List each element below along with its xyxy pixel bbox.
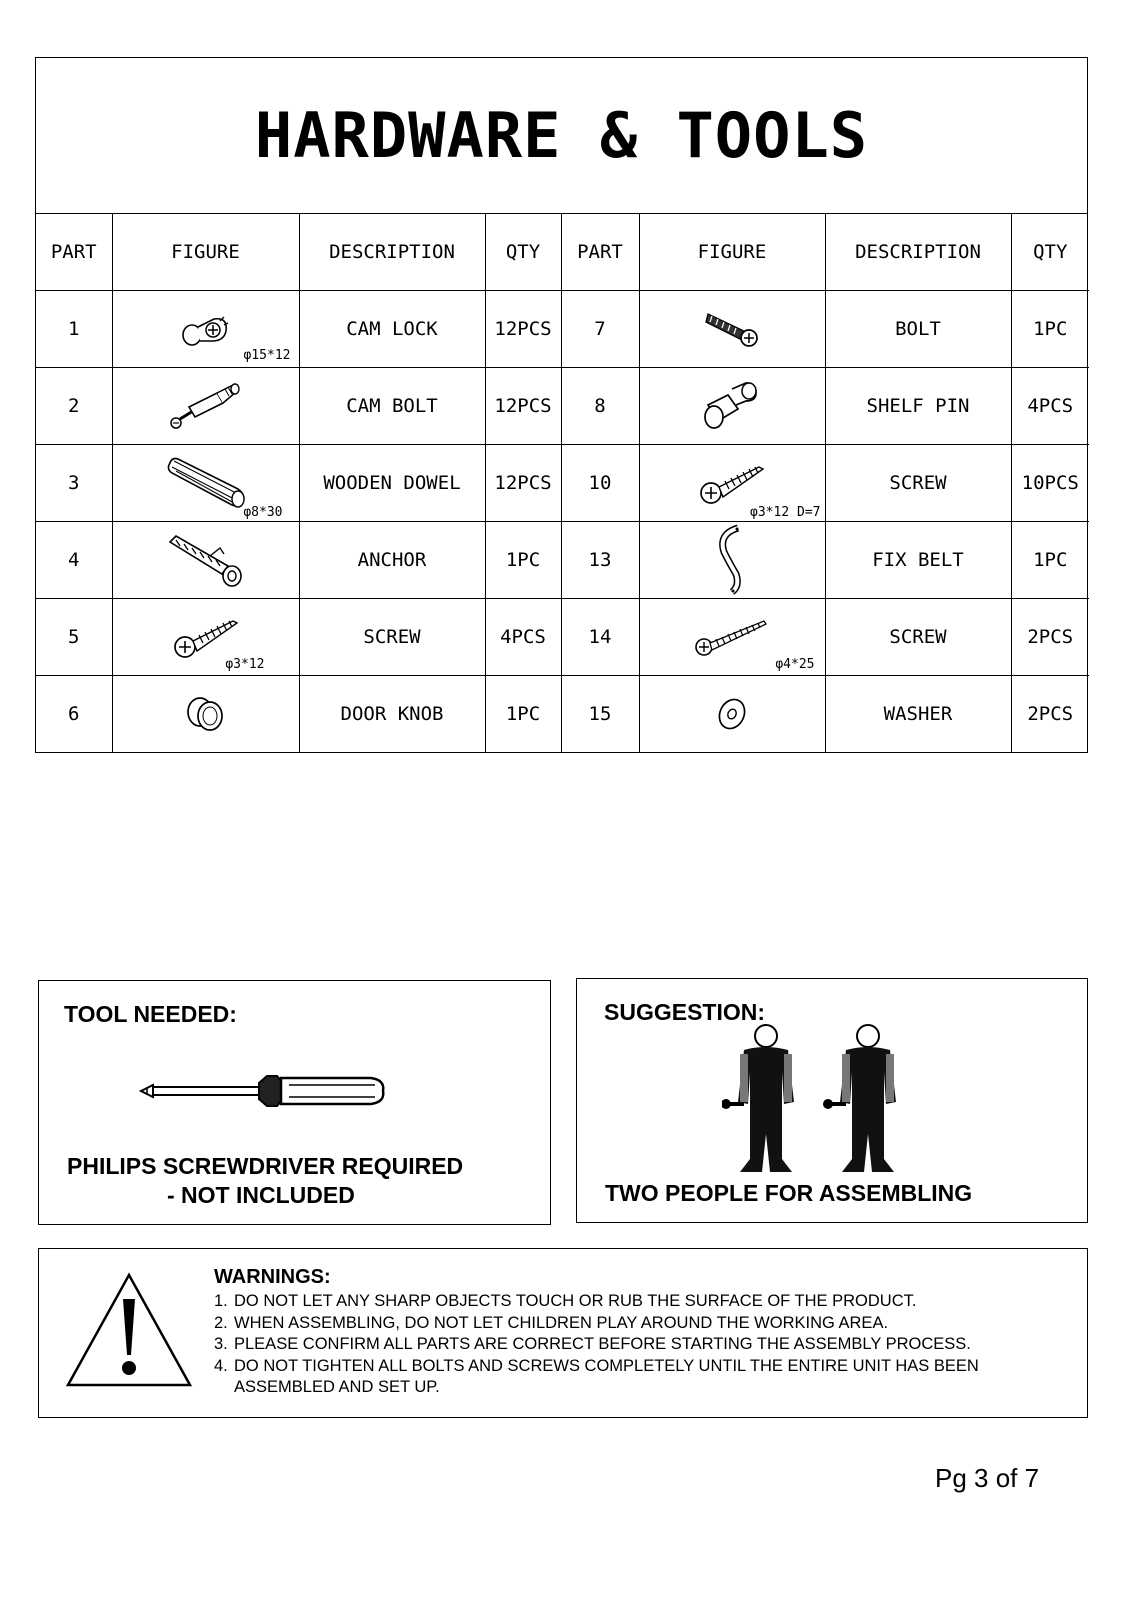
warning-number: 4. [214, 1356, 228, 1375]
warning-text: WHEN ASSEMBLING, DO NOT LET CHILDREN PLAY AROUND THE WORKING AREA. [234, 1313, 889, 1332]
screwdriver-icon [139, 1066, 389, 1116]
warning-text: DO NOT TIGHTEN ALL BOLTS AND SCREWS COMPLETELY UNTIL THE ENTIRE UNIT HAS BEEN ASSEMBLED AND SET UP. [234, 1356, 979, 1396]
part-description: WASHER [825, 676, 1011, 753]
table-row [36, 291, 1089, 368]
part-number: 10 [561, 445, 639, 522]
part-description: FIX BELT [825, 522, 1011, 599]
tool-needed-line1: PHILIPS SCREWDRIVER REQUIRED [67, 1153, 464, 1179]
part-qty: 1PC [485, 676, 561, 753]
warnings-heading: WARNINGS: [214, 1266, 331, 1288]
header-cell: PART [561, 214, 639, 291]
table-row [36, 445, 1089, 522]
part-number: 4 [36, 522, 112, 599]
table-row [36, 522, 1089, 599]
page-number: Pg 3 of 7 [935, 1463, 1040, 1493]
warning-item [214, 1356, 1064, 1399]
part-qty: 12PCS [485, 445, 561, 522]
part-qty: 1PC [1011, 522, 1089, 599]
part-qty: 4PCS [1011, 368, 1089, 445]
part-figure [112, 522, 299, 599]
part-qty: 2PCS [1011, 599, 1089, 676]
part-qty: 12PCS [485, 291, 561, 368]
part-number: 15 [561, 676, 639, 753]
tool-needed-box [38, 980, 551, 1225]
title-row [36, 58, 1087, 214]
part-number: 13 [561, 522, 639, 599]
part-qty: 2PCS [1011, 676, 1089, 753]
part-qty: 10PCS [1011, 445, 1089, 522]
part-number: 1 [36, 291, 112, 368]
part-figure [112, 445, 299, 522]
suggestion-text: TWO PEOPLE FOR ASSEMBLING [605, 1180, 973, 1206]
part-figure [112, 599, 299, 676]
page-title: HARDWARE & TOOLS [254, 99, 869, 172]
hardware-sheet [35, 57, 1088, 753]
part-qty: 12PCS [485, 368, 561, 445]
tool-needed-line2: - NOT INCLUDED [167, 1182, 355, 1208]
part-dimension: φ3*12 D=7 [750, 505, 821, 520]
warnings-box [38, 1248, 1088, 1418]
warning-text: DO NOT LET ANY SHARP OBJECTS TOUCH OR RUB THE SURFACE OF THE PRODUCT. [234, 1292, 917, 1310]
part-description: BOLT [825, 291, 1011, 368]
warning-number: 3. [214, 1335, 228, 1353]
part-figure [639, 445, 825, 522]
tool-needed-heading: TOOL NEEDED: [64, 1001, 237, 1027]
header-cell: DESCRIPTION [299, 214, 485, 291]
header-cell: DESCRIPTION [825, 214, 1011, 291]
part-qty: 4PCS [485, 599, 561, 676]
part-description: ANCHOR [299, 522, 485, 599]
warnings-list [214, 1291, 1064, 1399]
table-row [36, 599, 1089, 676]
part-figure [112, 368, 299, 445]
part-number: 8 [561, 368, 639, 445]
warning-number: 2. [214, 1313, 228, 1332]
part-figure [112, 676, 299, 753]
header-cell: FIGURE [639, 214, 825, 291]
part-figure [112, 291, 299, 368]
part-qty: 1PC [1011, 291, 1089, 368]
part-dimension: φ4*25 [775, 657, 815, 672]
part-number: 14 [561, 599, 639, 676]
two-workers-icon [722, 1024, 922, 1174]
part-description: SCREW [825, 445, 1011, 522]
part-description: CAM LOCK [299, 291, 485, 368]
part-number: 6 [36, 676, 112, 753]
warning-item [214, 1291, 1064, 1313]
part-dimension: φ8*30 [243, 505, 283, 520]
part-description: CAM BOLT [299, 368, 485, 445]
header-cell: QTY [485, 214, 561, 291]
header-cell: QTY [1011, 214, 1089, 291]
part-number: 7 [561, 291, 639, 368]
table-row [36, 368, 1089, 445]
part-dimension: φ3*12 [225, 657, 265, 672]
suggestion-box [576, 978, 1088, 1223]
part-qty: 1PC [485, 522, 561, 599]
warning-number: 1. [214, 1292, 228, 1310]
part-description: DOOR KNOB [299, 676, 485, 753]
part-description: SHELF PIN [825, 368, 1011, 445]
table-row [36, 676, 1089, 753]
part-figure [639, 291, 825, 368]
part-number: 2 [36, 368, 112, 445]
part-figure [639, 368, 825, 445]
suggestion-heading: SUGGESTION: [604, 999, 766, 1025]
table-header-row [36, 214, 1089, 291]
part-dimension: φ15*12 [243, 348, 291, 363]
part-number: 3 [36, 445, 112, 522]
warning-item [214, 1313, 1064, 1335]
part-description: WOODEN DOWEL [299, 445, 485, 522]
hardware-table [36, 214, 1089, 752]
header-cell: PART [36, 214, 112, 291]
part-figure [639, 676, 825, 753]
part-figure [639, 599, 825, 676]
warning-text: PLEASE CONFIRM ALL PARTS ARE CORRECT BEFORE STARTING THE ASSEMBLY PROCESS. [234, 1335, 971, 1353]
part-number: 5 [36, 599, 112, 676]
header-cell: FIGURE [112, 214, 299, 291]
part-description: SCREW [825, 599, 1011, 676]
part-figure [639, 522, 825, 599]
warning-item [214, 1334, 1064, 1356]
part-description: SCREW [299, 599, 485, 676]
warning-triangle-icon [64, 1271, 194, 1389]
